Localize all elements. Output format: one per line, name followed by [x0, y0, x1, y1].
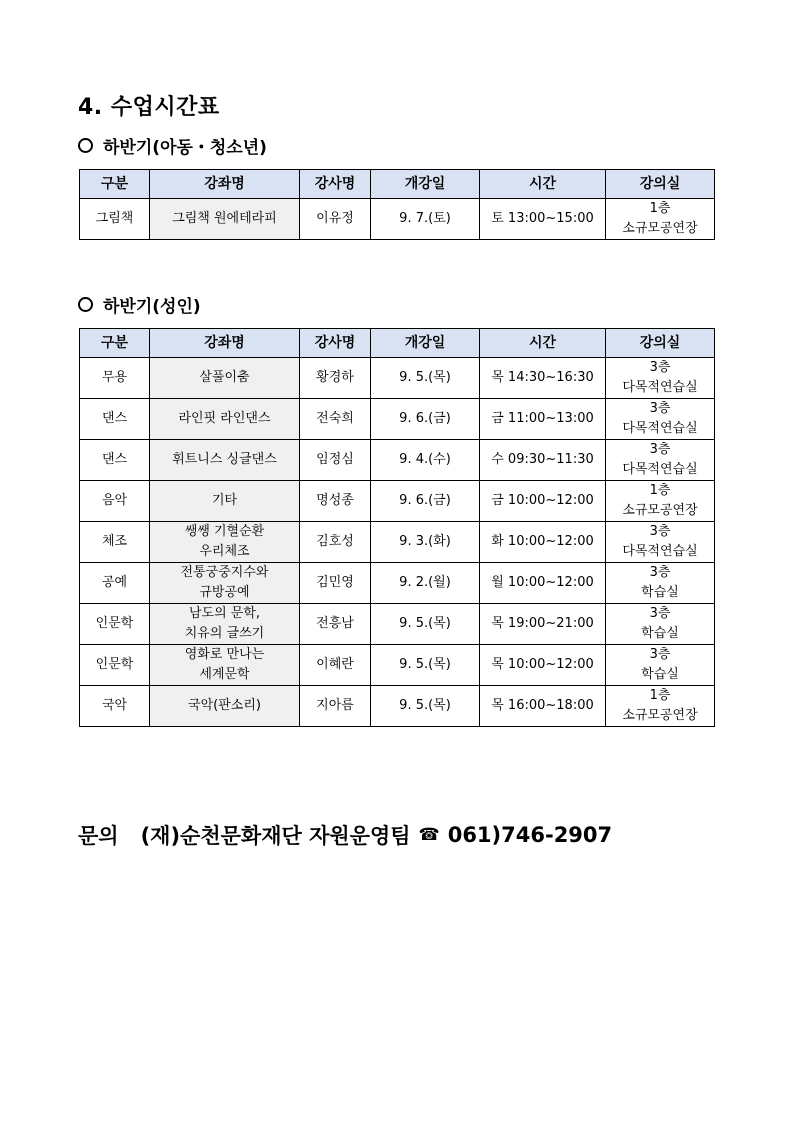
- room-cell: [606, 199, 715, 240]
- kids-header-cell: 강사명: [300, 170, 371, 199]
- adult-header-cell: 강좌명: [150, 329, 300, 358]
- adult-header-row: [80, 329, 715, 358]
- category-cell: 무용: [80, 358, 150, 399]
- room-cell-line: 3층: [649, 647, 671, 662]
- category-cell: 그림책: [80, 199, 150, 240]
- category-cell: 댄스: [80, 399, 150, 440]
- time-cell: 화 10:00~12:00: [480, 522, 606, 563]
- section-heading-kids: [78, 133, 267, 158]
- course-cell-line: 영화로 만나는: [184, 647, 265, 662]
- room-cell-line: 소규모공연장: [622, 708, 698, 723]
- course-cell-line: 치유의 글쓰기: [184, 626, 265, 641]
- instructor-cell: 김민영: [300, 563, 371, 604]
- room-cell: [606, 358, 715, 399]
- room-cell-line: 3층: [649, 524, 671, 539]
- kids-header-cell: 구분: [80, 170, 150, 199]
- course-cell-line: 라인핏 라인댄스: [178, 411, 271, 426]
- start-date-cell: 9. 3.(화): [371, 522, 480, 563]
- circle-bullet-icon: [78, 138, 93, 153]
- room-cell: [606, 399, 715, 440]
- category-cell: 국악: [80, 686, 150, 727]
- room-cell-line: 1층: [649, 688, 671, 703]
- section-heading-adult: [78, 292, 201, 317]
- contact-label: 문의: [78, 824, 119, 848]
- room-cell-line: 소규모공연장: [622, 503, 698, 518]
- table-row: [80, 199, 715, 240]
- course-cell-line: 규방공예: [199, 585, 250, 600]
- room-cell-line: 1층: [649, 483, 671, 498]
- category-cell: 댄스: [80, 440, 150, 481]
- course-cell: [150, 199, 300, 240]
- adult-table-body: [80, 358, 715, 727]
- instructor-cell: 이유정: [300, 199, 371, 240]
- category-cell: 공예: [80, 563, 150, 604]
- room-cell-line: 3층: [649, 401, 671, 416]
- room-cell-line: 학습실: [641, 585, 679, 600]
- kids-schedule-table: [79, 169, 715, 240]
- room-cell-line: 소규모공연장: [622, 221, 698, 236]
- room-cell-line: 3층: [649, 606, 671, 621]
- time-cell: 목 14:30~16:30: [480, 358, 606, 399]
- time-cell: 목 19:00~21:00: [480, 604, 606, 645]
- adult-schedule-table: [79, 328, 715, 727]
- adult-header-cell: 강사명: [300, 329, 371, 358]
- contact-org: (재)순천문화재단 자원운영팀: [140, 824, 411, 848]
- kids-table-body: [80, 199, 715, 240]
- table-row: [80, 481, 715, 522]
- section-heading-kids-text: 하반기(아동・청소년): [103, 138, 267, 158]
- table-row: [80, 440, 715, 481]
- section-heading-adult-text: 하반기(성인): [103, 297, 201, 317]
- page-title: 4. 수업시간표: [78, 95, 220, 120]
- start-date-cell: 9. 5.(목): [371, 604, 480, 645]
- kids-header-cell: 강의실: [606, 170, 715, 199]
- room-cell: [606, 522, 715, 563]
- course-cell-line: 남도의 문학,: [188, 606, 261, 621]
- time-cell: 목 10:00~12:00: [480, 645, 606, 686]
- room-cell: [606, 481, 715, 522]
- course-cell: [150, 440, 300, 481]
- instructor-cell: 김호성: [300, 522, 371, 563]
- start-date-cell: 9. 7.(토): [371, 199, 480, 240]
- start-date-cell: 9. 6.(금): [371, 481, 480, 522]
- course-cell-line: 그림책 원에테라피: [172, 211, 277, 226]
- course-cell: [150, 358, 300, 399]
- start-date-cell: 9. 4.(수): [371, 440, 480, 481]
- room-cell-line: 3층: [649, 565, 671, 580]
- room-cell-line: 다목적연습실: [622, 380, 698, 395]
- start-date-cell: 9. 6.(금): [371, 399, 480, 440]
- course-cell-line: 국악(판소리): [188, 698, 261, 713]
- instructor-cell: 황경하: [300, 358, 371, 399]
- room-cell: [606, 563, 715, 604]
- category-cell: 음악: [80, 481, 150, 522]
- contact-phone: 061)746-2907: [447, 823, 613, 847]
- time-cell: 금 11:00~13:00: [480, 399, 606, 440]
- adult-header-cell: 구분: [80, 329, 150, 358]
- room-cell: [606, 604, 715, 645]
- time-cell: 월 10:00~12:00: [480, 563, 606, 604]
- instructor-cell: 명성종: [300, 481, 371, 522]
- room-cell-line: 다목적연습실: [622, 462, 698, 477]
- kids-header-row: [80, 170, 715, 199]
- category-cell: 인문학: [80, 604, 150, 645]
- instructor-cell: 임정심: [300, 440, 371, 481]
- table-row: [80, 686, 715, 727]
- time-cell: 수 09:30~11:30: [480, 440, 606, 481]
- course-cell: [150, 645, 300, 686]
- instructor-cell: 전숙희: [300, 399, 371, 440]
- contact-line: [78, 820, 612, 850]
- table-row: [80, 399, 715, 440]
- course-cell-line: 기타: [211, 493, 238, 508]
- course-cell-line: 쌩쌩 기혈순환: [184, 524, 265, 539]
- instructor-cell: 이혜란: [300, 645, 371, 686]
- room-cell-line: 다목적연습실: [622, 544, 698, 559]
- table-row: [80, 358, 715, 399]
- start-date-cell: 9. 5.(목): [371, 686, 480, 727]
- room-cell: [606, 440, 715, 481]
- kids-header-cell: 개강일: [371, 170, 480, 199]
- course-cell-line: 세계문학: [199, 667, 250, 682]
- circle-bullet-icon: [78, 297, 93, 312]
- room-cell: [606, 686, 715, 727]
- category-cell: 체조: [80, 522, 150, 563]
- room-cell: [606, 645, 715, 686]
- table-row: [80, 522, 715, 563]
- course-cell: [150, 686, 300, 727]
- course-cell-line: 전통궁중지수와: [180, 565, 269, 580]
- start-date-cell: 9. 5.(목): [371, 645, 480, 686]
- start-date-cell: 9. 2.(월): [371, 563, 480, 604]
- room-cell-line: 3층: [649, 442, 671, 457]
- adult-header-cell: 개강일: [371, 329, 480, 358]
- room-cell-line: 다목적연습실: [622, 421, 698, 436]
- table-row: [80, 645, 715, 686]
- category-cell: 인문학: [80, 645, 150, 686]
- course-cell-line: 살풀이춤: [199, 370, 250, 385]
- time-cell: 목 16:00~18:00: [480, 686, 606, 727]
- adult-header-cell: 시간: [480, 329, 606, 358]
- start-date-cell: 9. 5.(목): [371, 358, 480, 399]
- room-cell-line: 학습실: [641, 626, 679, 641]
- kids-header-cell: 강좌명: [150, 170, 300, 199]
- course-cell: [150, 481, 300, 522]
- course-cell: [150, 563, 300, 604]
- course-cell-line: 우리체조: [199, 544, 250, 559]
- course-cell: [150, 399, 300, 440]
- table-row: [80, 604, 715, 645]
- table-row: [80, 563, 715, 604]
- time-cell: 금 10:00~12:00: [480, 481, 606, 522]
- course-cell: [150, 604, 300, 645]
- course-cell: [150, 522, 300, 563]
- course-cell-line: 휘트니스 싱글댄스: [172, 452, 277, 467]
- time-cell: 토 13:00~15:00: [480, 199, 606, 240]
- room-cell-line: 1층: [649, 201, 671, 216]
- instructor-cell: 지아름: [300, 686, 371, 727]
- instructor-cell: 전흥남: [300, 604, 371, 645]
- room-cell-line: 학습실: [641, 667, 679, 682]
- phone-icon: ☎: [418, 825, 440, 845]
- room-cell-line: 3층: [649, 360, 671, 375]
- kids-header-cell: 시간: [480, 170, 606, 199]
- adult-header-cell: 강의실: [606, 329, 715, 358]
